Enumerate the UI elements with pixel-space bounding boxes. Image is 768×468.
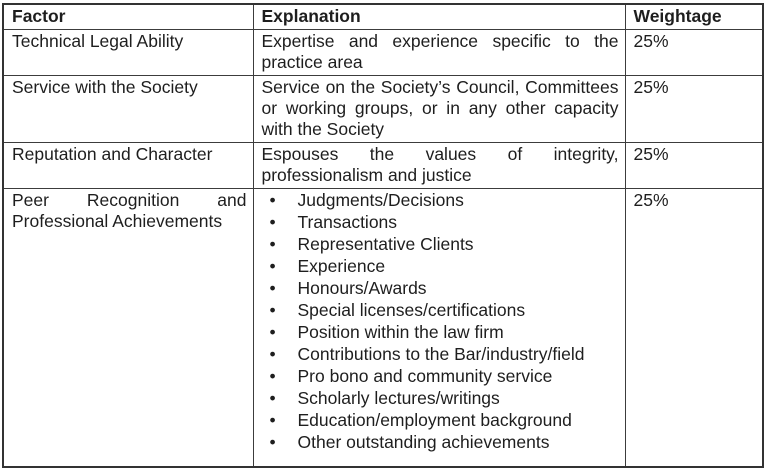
bullet-item-label: Education/employment background <box>297 410 572 430</box>
bullet-icon: • <box>269 322 276 342</box>
bullet-item <box>262 190 619 211</box>
explanation-cell <box>253 189 625 468</box>
bullet-icon: • <box>269 388 276 408</box>
header-row <box>3 4 763 30</box>
weightage-cell: 25% <box>625 30 763 76</box>
factor-cell: Peer Recognition and Professional Achievements <box>3 189 253 468</box>
explanation-cell: Espouses the values of integrity, professionalism and justice <box>253 143 625 189</box>
bullet-item <box>262 212 619 233</box>
bullet-icon: • <box>269 234 276 254</box>
bullet-item-label: Pro bono and community service <box>297 366 553 386</box>
header-factor: Factor <box>3 4 253 30</box>
bullet-item <box>262 234 619 255</box>
factor-cell: Service with the Society <box>3 76 253 143</box>
weightage-cell: 25% <box>625 76 763 143</box>
bullet-icon: • <box>269 300 276 320</box>
weightage-cell: 25% <box>625 189 763 468</box>
table-row-peer-recognition <box>3 189 763 468</box>
bullet-item <box>262 256 619 277</box>
bullet-icon: • <box>269 410 276 430</box>
bullet-item <box>262 322 619 343</box>
weightage-cell: 25% <box>625 143 763 189</box>
bullet-item-label: Other outstanding achievements <box>297 432 550 452</box>
factor-cell: Reputation and Character <box>3 143 253 189</box>
explanation-cell: Service on the Society’s Council, Committees or working groups, or in any other capacity with the Society <box>253 76 625 143</box>
bullet-icon: • <box>269 190 276 210</box>
bullet-item <box>262 300 619 321</box>
bullet-icon: • <box>269 278 276 298</box>
bullet-item-label: Special licenses/certifications <box>297 300 526 320</box>
bullet-icon: • <box>269 256 276 276</box>
factor-weightage-table <box>2 3 764 468</box>
bullet-item-label: Honours/Awards <box>297 278 427 298</box>
table-row-technical-legal-ability <box>3 30 763 76</box>
bullet-icon: • <box>269 366 276 386</box>
factor-cell: Technical Legal Ability <box>3 30 253 76</box>
bullet-item-label: Scholarly lectures/writings <box>297 388 500 408</box>
bullet-item <box>262 388 619 409</box>
bullet-item <box>262 366 619 387</box>
bullet-icon: • <box>269 432 276 452</box>
table-row-reputation-and-character <box>3 143 763 189</box>
bullet-item-label: Representative Clients <box>297 234 474 254</box>
bullet-item-label: Judgments/Decisions <box>297 190 464 210</box>
bullet-icon: • <box>269 344 276 364</box>
header-weightage: Weightage <box>625 4 763 30</box>
table-row-service-with-society <box>3 76 763 143</box>
bullet-item-label: Experience <box>297 256 386 276</box>
achievements-bullet-list <box>262 190 619 453</box>
bullet-item-label: Contributions to the Bar/industry/field <box>297 344 585 364</box>
bullet-item <box>262 432 619 453</box>
bullet-icon: • <box>269 212 276 232</box>
bullet-item <box>262 278 619 299</box>
header-explanation: Explanation <box>253 4 625 30</box>
bullet-item <box>262 410 619 431</box>
bullet-item-label: Position within the law firm <box>297 322 504 342</box>
bullet-item-label: Transactions <box>297 212 398 232</box>
explanation-cell: Expertise and experience specific to the practice area <box>253 30 625 76</box>
bullet-item <box>262 344 619 365</box>
